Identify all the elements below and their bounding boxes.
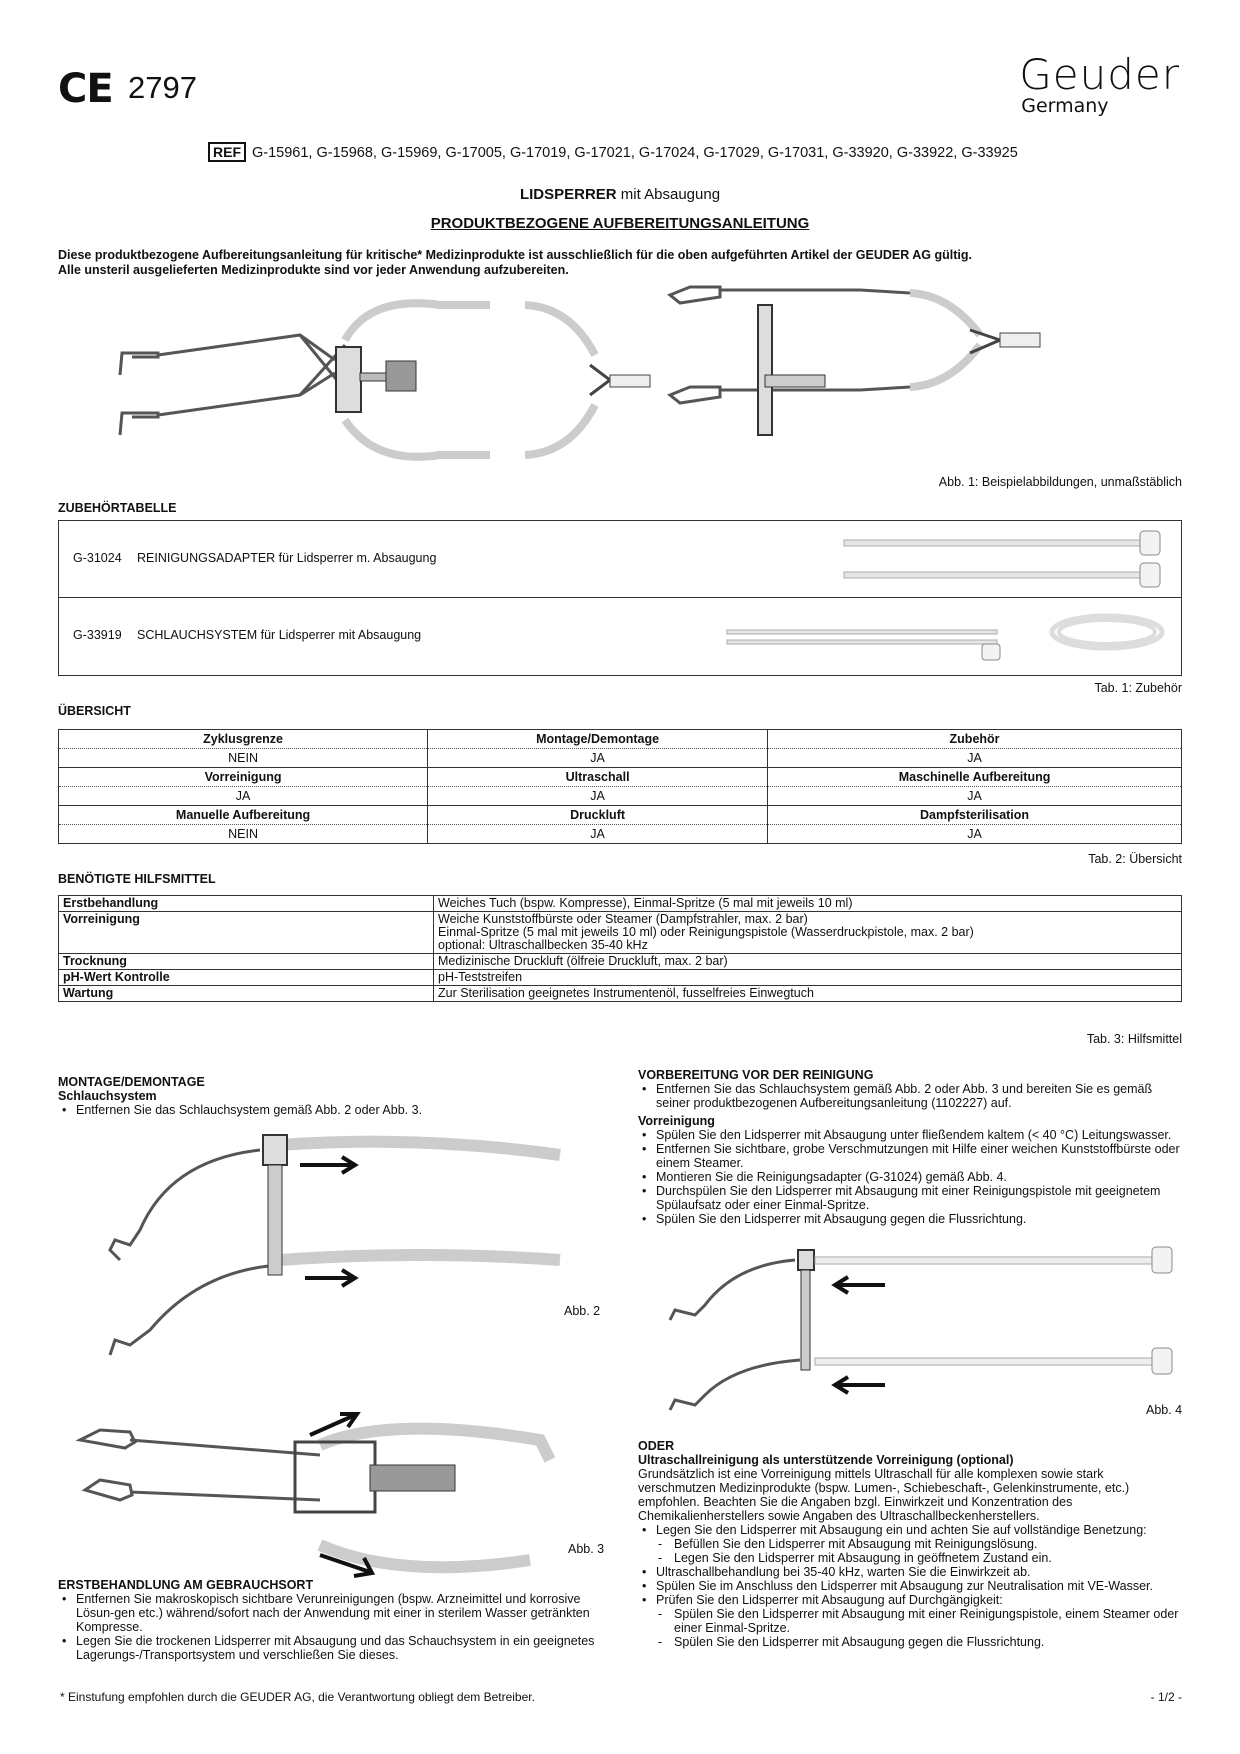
ref-numbers: G-15961, G-15968, G-15969, G-17005, G-17019, G-17021, G-17024, G-17029, G-17031, G-33920, G-33922, G-33925 bbox=[252, 145, 1018, 161]
product-name bbox=[0, 186, 1240, 203]
sub-list-item: - Legen Sie den Lidsperrer mit Absaugung in geöffnetem Zustand ein. bbox=[638, 1551, 1183, 1565]
product-name-bold: LIDSPERRER bbox=[519, 186, 617, 203]
erst-list bbox=[58, 1592, 603, 1662]
list-item: • Entfernen Sie makroskopisch sichtbare Verunreinigungen (bspw. Arzneimittel und korrosive Lösun-gen etc.) während/sofort nach der Anwendung mit einer in sterilem Wasser getränkten Kompresse. bbox=[58, 1592, 603, 1634]
aid-key: pH-Wert Kontrolle bbox=[59, 970, 434, 986]
overview-label: Ultraschall bbox=[428, 768, 768, 787]
figure-4-image bbox=[665, 1245, 1185, 1420]
sub-list-item: - Spülen Sie den Lidsperrer mit Absaugung gegen die Flussrichtung. bbox=[638, 1635, 1183, 1649]
brand-country: Germany bbox=[1021, 95, 1109, 117]
aid-key: Vorreinigung bbox=[59, 912, 434, 954]
aid-value: Weiches Tuch (bspw. Kompresse), Einmal-Spritze (5 mal mit jeweils 10 ml) bbox=[434, 896, 1182, 912]
list-item: • Entfernen Sie sichtbare, grobe Verschmutzungen mit Hilfe einer weichen Kunststoffbürste oder einem Steamer. bbox=[638, 1142, 1183, 1170]
vorreinigung-heading: Vorreinigung bbox=[638, 1114, 715, 1128]
doc-title: PRODUKTBEZOGENE AUFBEREITUNGSANLEITUNG bbox=[430, 215, 810, 232]
ultraschall-heading: Ultraschallreinigung als unterstützende Vorreinigung (optional) bbox=[638, 1453, 1014, 1467]
overview-label: Zyklusgrenze bbox=[59, 730, 428, 749]
accessories-caption: Tab. 1: Zubehör bbox=[1094, 681, 1182, 695]
accessory-code: G-31024 bbox=[73, 551, 122, 565]
overview-value: JA bbox=[768, 825, 1182, 844]
overview-label: Manuelle Aufbereitung bbox=[59, 806, 428, 825]
overview-value: NEIN bbox=[59, 749, 428, 768]
list-item: • Entfernen Sie das Schlauchsystem gemäß Abb. 2 oder Abb. 3. bbox=[58, 1103, 603, 1117]
list-item: • Durchspülen Sie den Lidsperrer mit Absaugung mit einer Reinigungspistole mit geeignetem Spülaufsatz oder einer Einmal-Spritze. bbox=[638, 1184, 1183, 1212]
product-name-rest: mit Absaugung bbox=[616, 186, 721, 203]
list-item: • Entfernen Sie das Schlauchsystem gemäß Abb. 2 oder Abb. 3 und bereiten Sie es gemäß seiner produktbezogenen Aufbereitungsanleitung (1102227) auf. bbox=[638, 1082, 1183, 1110]
sub-list-item: - Befüllen Sie den Lidsperrer mit Absaugung mit Reinigungslösung. bbox=[638, 1537, 1183, 1551]
aid-value-line: optional: Ultraschallbecken 35-40 kHz bbox=[438, 938, 648, 952]
right-column-bottom bbox=[638, 1439, 1183, 1649]
accessory-desc: REINIGUNGSADAPTER für Lidsperrer m. Absaugung bbox=[137, 551, 437, 565]
overview-value: JA bbox=[768, 787, 1182, 806]
aid-value-line: Einmal-Spritze (5 mal mit jeweils 10 ml) oder Reinigungspistole (Wasserdruckpistole, max. 2 bar) bbox=[438, 925, 974, 939]
overview-label: Vorreinigung bbox=[59, 768, 428, 787]
brand-logo bbox=[1019, 50, 1180, 117]
aid-value: Zur Sterilisation geeignetes Instrumentenöl, fusselfreies Einwegtuch bbox=[434, 986, 1182, 1002]
figure-1-right-instrument bbox=[660, 275, 1180, 475]
aid-value-line: Weiche Kunststoffbürste oder Steamer (Dampfstrahler, max. 2 bar) bbox=[438, 912, 808, 926]
accessories-heading: ZUBEHÖRTABELLE bbox=[58, 501, 177, 515]
ultraschall-list bbox=[638, 1523, 1183, 1537]
ce-mark: CE bbox=[58, 66, 113, 112]
aid-value: pH-Teststreifen bbox=[434, 970, 1182, 986]
ultraschall-sublist-2 bbox=[638, 1607, 1183, 1649]
list-item: • Legen Sie die trockenen Lidsperrer mit Absaugung und das Schauchsystem in ein geeignetes Lagerungs-/Transportsystem und verschließen Sie dieses. bbox=[58, 1634, 603, 1662]
cleaning-adapter-image bbox=[844, 527, 1164, 592]
schlauch-list bbox=[58, 1103, 603, 1117]
figure-1-left-instrument bbox=[110, 295, 630, 475]
overview-value: JA bbox=[428, 787, 768, 806]
figure-4-label: Abb. 4 bbox=[1146, 1403, 1183, 1417]
page-number: - 1/2 - bbox=[1150, 1690, 1182, 1704]
list-item: • Montieren Sie die Reinigungsadapter (G-31024) gemäß Abb. 4. bbox=[638, 1170, 1183, 1184]
aids-heading: BENÖTIGTE HILFSMITTEL bbox=[58, 872, 216, 886]
overview-label: Zubehör bbox=[768, 730, 1182, 749]
figure-3-image bbox=[70, 1380, 570, 1580]
oder-heading: ODER bbox=[638, 1439, 675, 1453]
vorbereitung-list bbox=[638, 1082, 1183, 1110]
overview-heading: ÜBERSICHT bbox=[58, 704, 131, 718]
overview-label: Druckluft bbox=[428, 806, 768, 825]
erstbehandlung-section bbox=[58, 1578, 603, 1662]
aids-caption: Tab. 3: Hilfsmittel bbox=[1086, 1032, 1182, 1046]
erst-heading: ERSTBEHANDLUNG AM GEBRAUCHSORT bbox=[58, 1578, 314, 1592]
aid-key: Erstbehandlung bbox=[59, 896, 434, 912]
figure-2-label: Abb. 2 bbox=[564, 1304, 601, 1318]
accessory-row-2 bbox=[59, 598, 1181, 675]
ultraschall-text: Grundsätzlich ist eine Vorreinigung mittels Ultraschall für alle komplexen sowie stark verschmutzen Medizinprodukte (bspw. Lumen-, Schiebeschaft-, Gelenkinstrumente, etc.) empfohlen. Beachten Sie die Angaben bzgl. Einwirkzeit und Konzentration des Chemikalienherstellers sowie Angaben des Ultraschallbeckenherstellers. bbox=[638, 1467, 1130, 1523]
list-item: • Prüfen Sie den Lidsperrer mit Absaugung auf Durchgängigkeit: bbox=[638, 1593, 1183, 1607]
list-item: • Ultraschallbehandlung bei 35-40 kHz, warten Sie die Einwirkzeit ab. bbox=[638, 1565, 1183, 1579]
aid-value: Medizinische Druckluft (ölfreie Druckluft, max. 2 bar) bbox=[434, 954, 1182, 970]
figure-2-image bbox=[90, 1130, 570, 1380]
ultraschall-sublist-1 bbox=[638, 1537, 1183, 1565]
overview-caption: Tab. 2: Übersicht bbox=[1088, 852, 1182, 866]
figure-3-label: Abb. 3 bbox=[568, 1542, 605, 1556]
list-item: • Spülen Sie den Lidsperrer mit Absaugung gegen die Flussrichtung. bbox=[638, 1212, 1183, 1226]
ce-number: 2797 bbox=[128, 70, 197, 105]
accessories-table bbox=[58, 520, 1182, 676]
overview-value: JA bbox=[59, 787, 428, 806]
right-column-top bbox=[638, 1068, 1183, 1226]
footer-note: * Einstufung empfohlen durch die GEUDER AG, die Verantwortung obliegt dem Betreiber. bbox=[60, 1690, 535, 1704]
ref-label: REF bbox=[208, 142, 246, 162]
vorbereitung-heading: VORBEREITUNG VOR DER REINIGUNG bbox=[638, 1068, 874, 1082]
vorreinigung-list bbox=[638, 1128, 1183, 1226]
overview-value: JA bbox=[428, 749, 768, 768]
accessory-code: G-33919 bbox=[73, 628, 122, 642]
accessory-row-1 bbox=[59, 521, 1181, 598]
figure-1-caption: Abb. 1: Beispielabbildungen, unmaßstäblich bbox=[938, 475, 1182, 489]
intro-line-2: Alle unsteril ausgelieferten Medizinprodukte sind vor jeder Anwendung aufzubereiten. bbox=[58, 263, 569, 277]
schlauch-heading: Schlauchsystem bbox=[58, 1089, 157, 1103]
intro-line-1: Diese produktbezogene Aufbereitungsanleitung für kritische* Medizinprodukte ist ausschließlich für die oben aufgeführten Artikel der GEUDER AG gültig. bbox=[58, 248, 972, 262]
overview-label: Montage/Demontage bbox=[428, 730, 768, 749]
overview-label: Dampfsterilisation bbox=[768, 806, 1182, 825]
tube-system-image bbox=[727, 606, 1167, 670]
aid-key: Wartung bbox=[59, 986, 434, 1002]
ultraschall-list-2 bbox=[638, 1565, 1183, 1607]
ref-line bbox=[208, 142, 1018, 162]
brand-name: Geuder bbox=[1019, 50, 1180, 99]
overview-label: Maschinelle Aufbereitung bbox=[768, 768, 1182, 787]
aids-table bbox=[58, 895, 1182, 1002]
overview-value: JA bbox=[428, 825, 768, 844]
overview-value: JA bbox=[768, 749, 1182, 768]
overview-value: NEIN bbox=[59, 825, 428, 844]
intro-text bbox=[58, 248, 972, 278]
aid-value bbox=[434, 912, 1182, 954]
left-column bbox=[58, 1075, 603, 1117]
accessory-desc: SCHLAUCHSYSTEM für Lidsperrer mit Absaugung bbox=[137, 628, 422, 642]
montage-heading: MONTAGE/DEMONTAGE bbox=[58, 1075, 205, 1089]
list-item: • Spülen Sie den Lidsperrer mit Absaugung unter fließendem kaltem (< 40 °C) Leitungswasser. bbox=[638, 1128, 1183, 1142]
overview-table bbox=[58, 729, 1182, 844]
aid-key: Trocknung bbox=[59, 954, 434, 970]
list-item: • Spülen Sie im Anschluss den Lidsperrer mit Absaugung zur Neutralisation mit VE-Wasser. bbox=[638, 1579, 1183, 1593]
list-item: • Legen Sie den Lidsperrer mit Absaugung ein und achten Sie auf vollständige Benetzung: bbox=[638, 1523, 1183, 1537]
sub-list-item: - Spülen Sie den Lidsperrer mit Absaugung mit einer Reinigungspistole, einem Steamer oder einer Einmal-Spritze. bbox=[638, 1607, 1183, 1635]
